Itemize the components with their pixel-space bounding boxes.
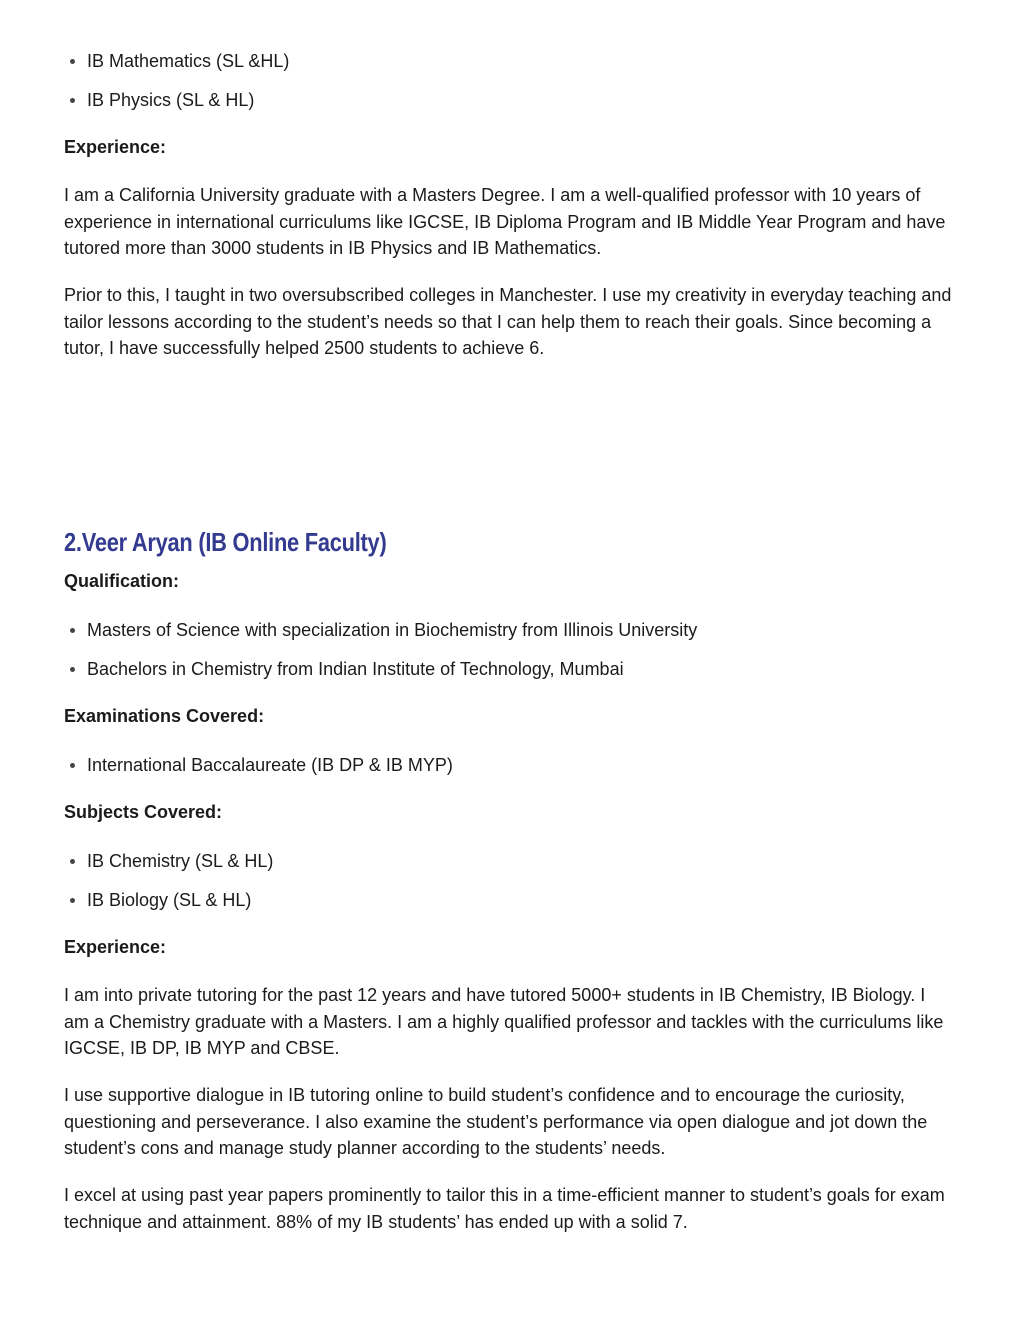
experience-paragraph-1b: Prior to this, I taught in two oversubscribed colleges in Manchester. I use my creativity in everyday teaching and tailor lessons according to the student’s needs so that I can help them to reach their goals. Since becoming a tutor, I have successfully helped 2500 students to achieve 6. bbox=[64, 285, 952, 358]
list-item bbox=[64, 888, 964, 912]
list-item-text: IB Chemistry (SL & HL) bbox=[87, 851, 274, 871]
examinations-list bbox=[64, 753, 964, 792]
bullet-icon bbox=[70, 763, 75, 768]
subjects-list-2 bbox=[64, 849, 964, 927]
list-item bbox=[64, 618, 964, 642]
bullet-icon bbox=[70, 628, 75, 633]
subjects-label: Subjects Covered: bbox=[64, 802, 223, 822]
list-item bbox=[64, 88, 964, 112]
list-item-text: International Baccalaureate (IB DP & IB MYP) bbox=[87, 755, 453, 775]
list-item-text: IB Physics (SL & HL) bbox=[87, 90, 255, 110]
experience-paragraph-2c: I excel at using past year papers prominently to tailor this in a time-efficient manner to student’s goals for exam technique and attainment. 88% of my IB students’ has ended up with a solid 7. bbox=[64, 1185, 945, 1232]
qualification-label: Qualification: bbox=[64, 571, 180, 591]
list-item bbox=[64, 753, 964, 777]
qualifications-list bbox=[64, 618, 964, 696]
experience-label-2: Experience: bbox=[64, 937, 167, 957]
list-item-text: Bachelors in Chemistry from Indian Institute of Technology, Mumbai bbox=[87, 659, 624, 679]
subjects-list-1 bbox=[64, 49, 964, 127]
experience-paragraph-1a: I am a California University graduate with a Masters Degree. I am a well-qualified professor with 10 years of experience in international curriculums like IGCSE, IB Diploma Program and IB Middle Year Program and have tutored more than 3000 students in IB Physics and IB Mathematics. bbox=[64, 185, 946, 258]
bullet-icon bbox=[70, 859, 75, 864]
list-item bbox=[64, 849, 964, 873]
bullet-icon bbox=[70, 898, 75, 903]
list-item-text: IB Biology (SL & HL) bbox=[87, 890, 252, 910]
experience-paragraph-2a: I am into private tutoring for the past 12 years and have tutored 5000+ students in IB Chemistry, IB Biology. I am a Chemistry graduate with a Masters. I am a highly qualified professor and tackles with the curriculums like IGCSE, IB DP, IB MYP and CBSE. bbox=[64, 985, 944, 1058]
list-item-text: IB Mathematics (SL &HL) bbox=[87, 51, 290, 71]
list-item bbox=[64, 657, 964, 681]
experience-label-1: Experience: bbox=[64, 137, 167, 157]
experience-paragraph-2b: I use supportive dialogue in IB tutoring online to build student’s confidence and to encourage the curiosity, questioning and perseverance. I also examine the student’s performance via open dialogue and jot down the student’s cons and manage study planner according to the students’ needs. bbox=[64, 1085, 928, 1158]
faculty-heading: 2.Veer Aryan (IB Online Faculty) bbox=[64, 527, 387, 557]
list-item-text: Masters of Science with specialization in Biochemistry from Illinois University bbox=[87, 620, 698, 640]
bullet-icon bbox=[70, 667, 75, 672]
bullet-icon bbox=[70, 59, 75, 64]
list-item bbox=[64, 49, 964, 73]
bullet-icon bbox=[70, 98, 75, 103]
examinations-label: Examinations Covered: bbox=[64, 706, 265, 726]
